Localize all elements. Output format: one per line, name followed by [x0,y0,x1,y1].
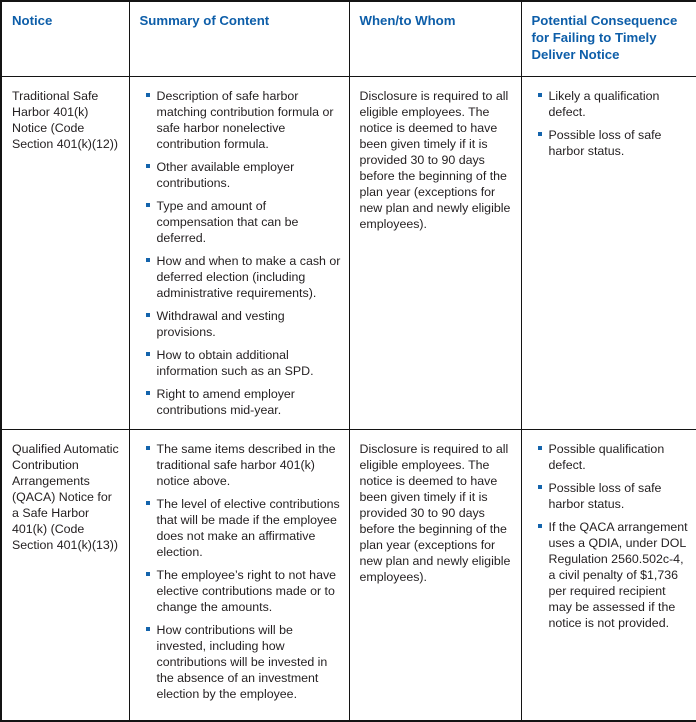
bullet-text: The level of elective contributions that will be made if the employee does not make an affirmative election. [156,496,340,559]
bullet-square-icon [146,352,150,356]
bullet-text: How to obtain additional information such as an SPD. [156,347,314,378]
bullet-square-icon [146,164,150,168]
consequence-cell [521,429,696,721]
bullet-square-icon [146,572,150,576]
bullet-text: Description of safe harbor matching contribution formula or safe harbor nonelective contribution formula. [156,88,334,151]
bullet-item [146,441,342,489]
bullet-text: Withdrawal and vesting provisions. [156,308,285,339]
bullet-square-icon [538,485,542,489]
when-cell [349,76,521,429]
bullet-text: Other available employer contributions. [156,159,295,190]
bullet-item [146,496,342,560]
column-header-notice: Notice [1,1,129,76]
bullet-item [146,622,342,702]
bullet-square-icon [538,524,542,528]
bullet-item [538,519,690,631]
bullet-square-icon [146,313,150,317]
table-row [1,76,696,429]
column-header-consequence: Potential Consequence for Failing to Timely Deliver Notice [521,1,696,76]
bullet-item [538,127,690,159]
bullet-square-icon [146,446,150,450]
consequence-bullet-list [532,441,690,631]
bullet-text: How contributions will be invested, including how contributions will be invested in the absence of an investment election by the employee. [156,622,328,701]
bullet-item [146,253,342,301]
bullet-item [146,198,342,246]
bullet-square-icon [146,391,150,395]
bullet-text: Possible loss of safe harbor status. [548,480,662,511]
bullet-text: Likely a qualification defect. [548,88,660,119]
bullet-square-icon [538,132,542,136]
when-text: Disclosure is required to all eligible employees. The notice is deemed to have been given timely if it is provided 30 to 90 days before the beginning of the plan year (exceptions for new plan and newly eligible employees). [359,88,511,231]
bullet-item [146,567,342,615]
bullet-text: Type and amount of compensation that can be deferred. [156,198,299,245]
bullet-item [538,441,690,473]
column-header-when: When/to Whom [349,1,521,76]
bullet-text: The employee’s right to not have elective contributions made or to change the amounts. [156,567,337,614]
consequence-cell [521,76,696,429]
summary-bullet-list [140,441,342,702]
column-header-summary: Summary of Content [129,1,349,76]
bullet-item [146,386,342,418]
bullet-square-icon [146,93,150,97]
summary-bullet-list [140,88,342,418]
bullet-square-icon [146,627,150,631]
bullet-square-icon [538,446,542,450]
summary-cell [129,429,349,721]
bullet-text: Possible loss of safe harbor status. [548,127,662,158]
bullet-square-icon [146,258,150,262]
bullet-item [538,480,690,512]
table-header-row [1,1,696,76]
consequence-bullet-list [532,88,690,159]
bullet-text: How and when to make a cash or deferred election (including administrative requirements). [156,253,341,300]
bullet-item [146,88,342,152]
notice-cell: Traditional Safe Harbor 401(k) Notice (Code Section 401(k)(12)) [1,76,129,429]
bullet-item [146,347,342,379]
bullet-text: The same items described in the traditional safe harbor 401(k) notice above. [156,441,336,488]
bullet-item [146,308,342,340]
when-text: Disclosure is required to all eligible employees. The notice is deemed to have been given timely if it is provided 30 to 90 days before the beginning of the plan year (exceptions for new plan and newly eligible employees). [359,441,511,584]
bullet-item [146,159,342,191]
bullet-square-icon [146,501,150,505]
bullet-text: Possible qualification defect. [548,441,665,472]
bullet-square-icon [538,93,542,97]
table-row [1,429,696,721]
bullet-item [538,88,690,120]
bullet-text: If the QACA arrangement uses a QDIA, under DOL Regulation 2560.502c-4, a civil penalty of $1,736 per required recipient may be assessed if the notice is not provided. [548,519,688,630]
when-cell [349,429,521,721]
bullet-square-icon [146,203,150,207]
notice-cell: Qualified Automatic Contribution Arrangements (QACA) Notice for a Safe Harbor 401(k) (Code Section 401(k)(13)) [1,429,129,721]
bullet-text: Right to amend employer contributions mid-year. [156,386,295,417]
summary-cell [129,76,349,429]
